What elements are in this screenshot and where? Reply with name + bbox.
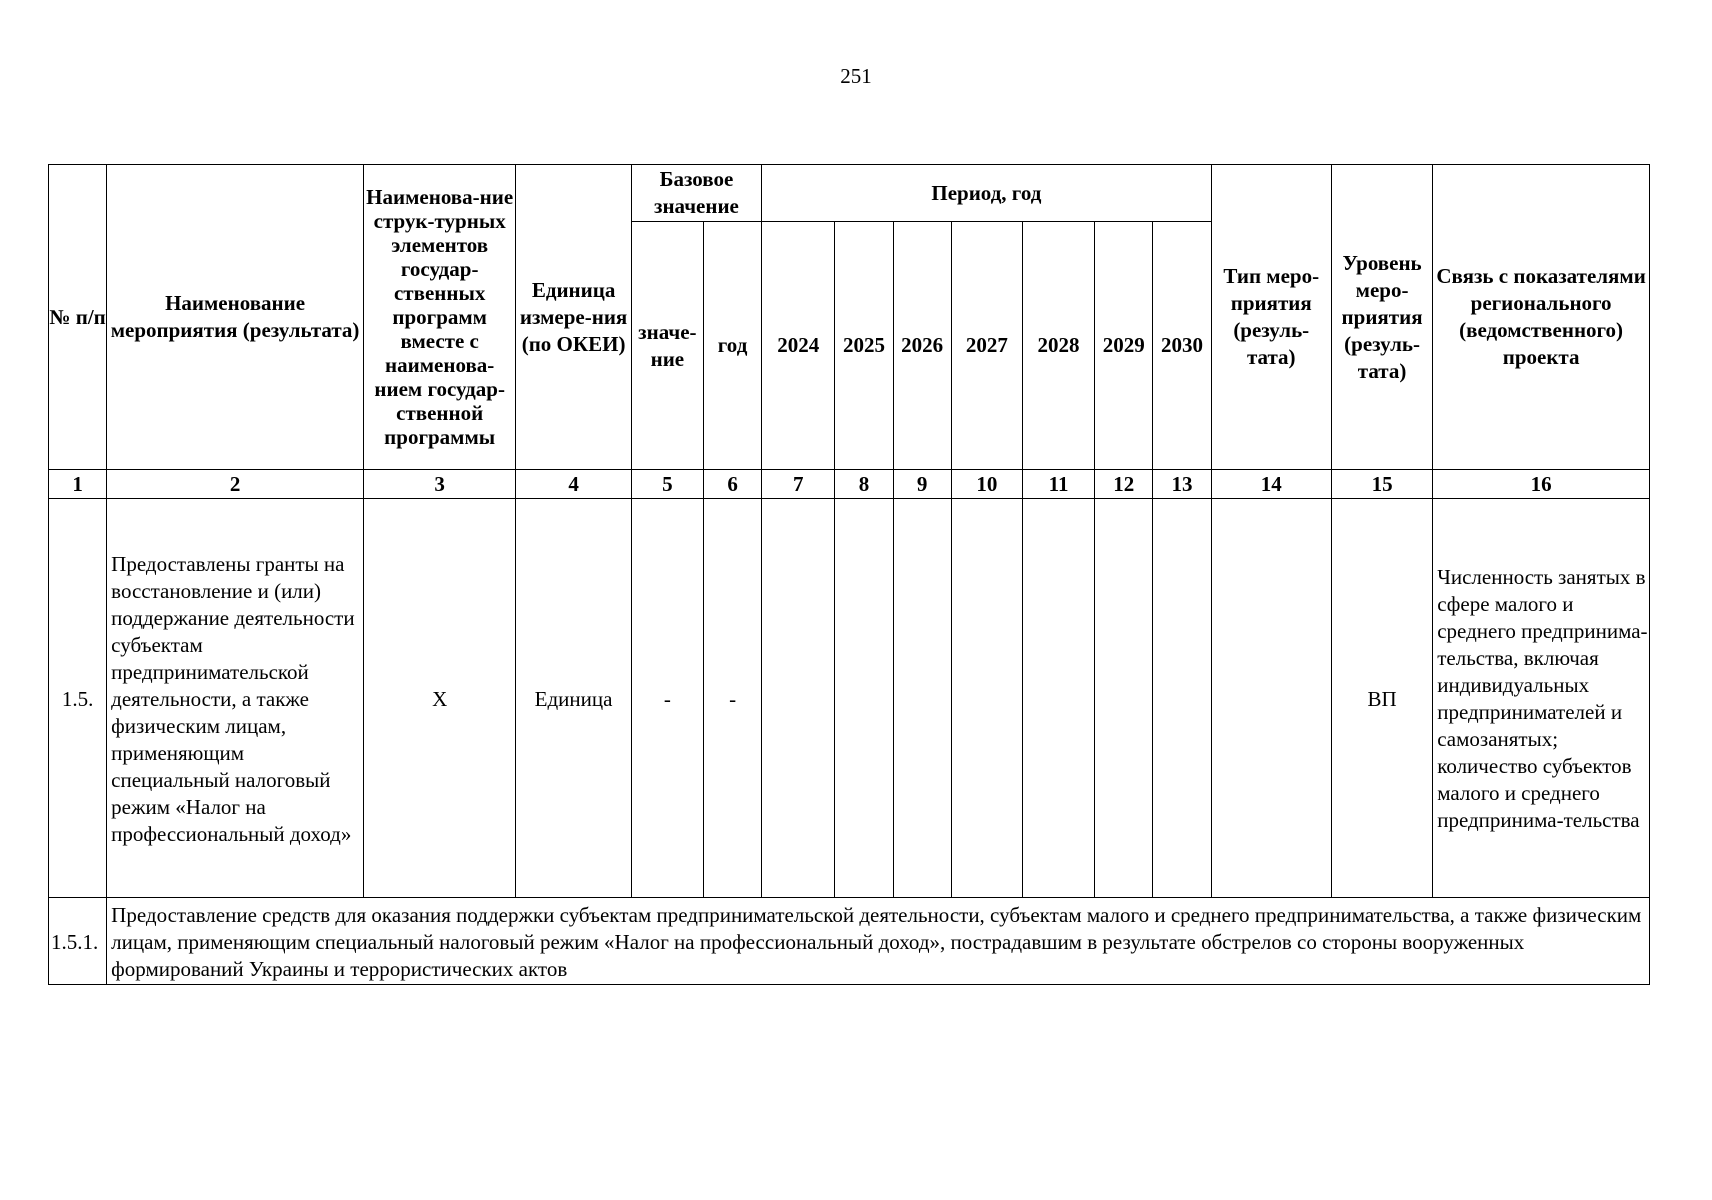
- header-year-2027: 2027: [951, 222, 1022, 470]
- header-year-2026: 2026: [893, 222, 951, 470]
- column-number: 15: [1331, 470, 1432, 499]
- column-number: 7: [762, 470, 835, 499]
- row-year-2025: [835, 499, 893, 898]
- header-measure-level: Уровень меро-приятия (резуль-тата): [1331, 165, 1432, 470]
- column-number: 4: [516, 470, 631, 499]
- row-year-2027: [951, 499, 1022, 898]
- row-year-2024: [762, 499, 835, 898]
- row-measure-type: [1211, 499, 1331, 898]
- row-project-link: Численность занятых в сфере малого и среднего предпринима-тельства, включая индивидуальных предпринимателей и самозанятых; количество субъектов малого и среднего предпринима-тельства: [1433, 499, 1650, 898]
- row-base-value: -: [631, 499, 703, 898]
- column-number: 10: [951, 470, 1022, 499]
- header-period-group: Период, год: [762, 165, 1211, 222]
- header-structural-elements: Наименова-ние струк-турных элементов государ-ственных программ вместе с наименова-нием государ-ственной программы: [363, 165, 515, 470]
- column-number: 5: [631, 470, 703, 499]
- column-number: 3: [363, 470, 515, 499]
- page-number: 251: [840, 64, 872, 88]
- row-measure-name: Предоставлены гранты на восстановление и (или) поддержание деятельности субъектам предпринимательской деятельности, а также физическим лицам, применяющим специальный налоговый режим «Налог на профессиональный доход»: [107, 499, 364, 898]
- table-subrow: [49, 898, 1650, 985]
- subrow-text: Предоставление средств для оказания поддержки субъектам предпринимательской деятельности, субъектам малого и среднего предпринимательства, а также физическим лицам, применяющим специальный налоговый режим «Налог на профессиональный доход», пострадавшим в результате обстрелов со стороны вооруженных формирований Украины и террористических актов: [107, 898, 1650, 985]
- column-number: 11: [1022, 470, 1094, 499]
- column-number: 16: [1433, 470, 1650, 499]
- header-base-value-group: Базовое значение: [631, 165, 761, 222]
- header-year-2028: 2028: [1022, 222, 1094, 470]
- column-number: 2: [107, 470, 364, 499]
- header-year-2025: 2025: [835, 222, 893, 470]
- row-year-2026: [893, 499, 951, 898]
- header-measure-type: Тип меро-приятия (резуль-тата): [1211, 165, 1331, 470]
- row-year-2030: [1153, 499, 1211, 898]
- column-number: 9: [893, 470, 951, 499]
- column-number: 13: [1153, 470, 1211, 499]
- column-number: 1: [49, 470, 107, 499]
- measures-table: [48, 164, 1650, 985]
- subrow-number: 1.5.1.: [49, 898, 107, 985]
- header-base-value: значе-ние: [631, 222, 703, 470]
- row-number: 1.5.: [49, 499, 107, 898]
- header-base-year: год: [703, 222, 761, 470]
- header-measure-name: Наименование мероприятия (результата): [107, 165, 364, 470]
- header-year-2030: 2030: [1153, 222, 1211, 470]
- row-structural-elements: Х: [363, 499, 515, 898]
- header-number: № п/п: [49, 165, 107, 470]
- header-unit: Единица измере-ния (по ОКЕИ): [516, 165, 631, 470]
- column-number-row: [49, 470, 1650, 499]
- row-measure-level: ВП: [1331, 499, 1432, 898]
- header-year-2024: 2024: [762, 222, 835, 470]
- header-year-2029: 2029: [1095, 222, 1153, 470]
- table-row: [49, 499, 1650, 898]
- row-unit: Единица: [516, 499, 631, 898]
- row-year-2029: [1095, 499, 1153, 898]
- header-project-link: Связь с показателями регионального (ведомственного) проекта: [1433, 165, 1650, 470]
- row-year-2028: [1022, 499, 1094, 898]
- column-number: 8: [835, 470, 893, 499]
- column-number: 12: [1095, 470, 1153, 499]
- row-base-year: -: [703, 499, 761, 898]
- column-number: 14: [1211, 470, 1331, 499]
- column-number: 6: [703, 470, 761, 499]
- header-row-1: [49, 165, 1650, 222]
